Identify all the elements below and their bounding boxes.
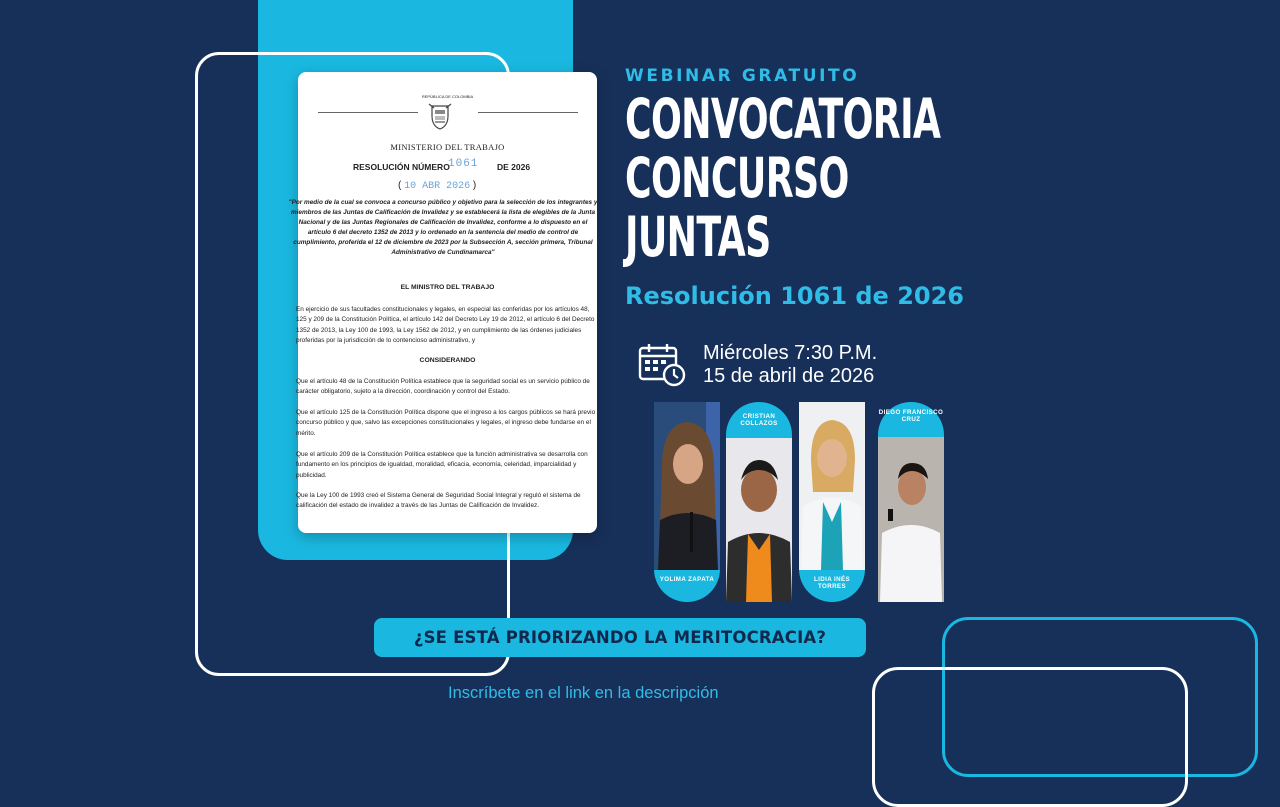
- resolution-subtitle: Resolución 1061 de 2026: [625, 282, 964, 310]
- doc-powers-paragraph: En ejercicio de sus facultades constitucionales y legales, en especial las conferidas por los artículos 48, 125 y 209 de la Constitución Política, el artículo 142 del Decreto Ley 19 de 2012, el artículo 6 del Decreto 1352 de 2013, la Ley 100 de 1993, la Ley 1562 de 2012, y en cumplimiento de las órdenes judiciales proferidas por la jurisdicción de lo contencioso administrativo, y: [296, 306, 595, 345]
- doc-resolution-year: DE 2026: [497, 162, 531, 172]
- speaker-photo: [878, 437, 944, 602]
- speaker-card: [799, 402, 865, 602]
- title-line: CONVOCATORIA: [625, 87, 941, 151]
- signup-cta: Inscríbete en el link en la descripción: [448, 684, 719, 702]
- speaker-card: [878, 402, 944, 602]
- event-date: 15 de abril de 2026: [703, 365, 875, 387]
- doc-paragraph: Que el artículo 125 de la Constitución Política dispone que el ingreso a los cargos públicos se hará previo concurso público y que, salvo las excepciones constitucionales y legales, el ingreso debe fundarse en el mérito.: [296, 409, 596, 437]
- doc-date-stamp: 10 ABR 2026: [404, 181, 471, 192]
- resolution-document: [288, 72, 598, 533]
- doc-intro: "Por medio de la cual se convoca a concurso público y objetivo para la selección de los integrantes y miembros de las Juntas de Calificación de Invalidez y se establecerá la lista de elegibles de la Junta Nacional y de las Juntas Regionales de Calificación de Invalidez, conforme a lo dispuesto en el artículo 6 del decreto 1352 de 2013 y lo ordenado en la sentencia del medio de control de cumplimiento, proferida el 12 de diciembre de 2023 por la Subsección A, sección primera, Tribunal Administrativo de Cundinamarca": [288, 199, 598, 256]
- speaker-name: CRISTIAN COLLAZOS: [740, 413, 778, 428]
- webinar-kicker: WEBINAR GRATUITO: [625, 66, 860, 86]
- speaker-photo: [799, 402, 865, 570]
- doc-paragraph: Que el artículo 48 de la Constitución Política establece que la seguridad social es un servicio público de carácter obligatorio, sujeto a la dirección, coordinación y control del Estado.: [296, 378, 590, 396]
- title-line: JUNTAS: [625, 205, 771, 269]
- speaker-name: LIDIA INÉS TORRES: [813, 576, 851, 591]
- main-title: [625, 87, 941, 269]
- white-outline-frame-bottom: [872, 667, 1188, 807]
- doc-resolution-number-stamp: 1061: [448, 158, 479, 170]
- doc-rule-left: [318, 112, 418, 113]
- question-badge: [374, 618, 866, 657]
- speaker-card: [654, 402, 720, 602]
- question-badge-text: ¿SE ESTÁ PRIORIZANDO LA MERITOCRACIA?: [413, 628, 827, 647]
- speaker-name: DIEGO FRANCISCO CRUZ: [878, 409, 944, 424]
- doc-ministry: MINISTERIO DEL TRABAJO: [390, 142, 505, 152]
- doc-rule-right: [478, 112, 578, 113]
- speaker-photo: [726, 438, 792, 602]
- doc-paragraph: Que el artículo 209 de la Constitución Política establece que la función administrativa se desarrolla con fundamento en los principios de igualdad, moralidad, eficacia, economía, celeridad, imparcialidad y publicidad.: [296, 451, 588, 479]
- calendar-clock-icon: [638, 343, 686, 387]
- doc-resolution-prefix: RESOLUCIÓN NÚMERO: [353, 162, 450, 172]
- event-day-time: Miércoles 7:30 P.M.: [703, 342, 878, 364]
- speaker-photo: [654, 402, 720, 570]
- doc-considering-heading: CONSIDERANDO: [419, 357, 476, 364]
- title-line: CONCURSO: [625, 146, 849, 210]
- doc-minister-heading: EL MINISTRO DEL TRABAJO: [400, 284, 495, 291]
- coat-of-arms-icon: [428, 102, 452, 130]
- doc-date-line: ( 10 ABR 2026 ): [398, 180, 477, 192]
- doc-paragraph: Que la Ley 100 de 1993 creó el Sistema General de Seguridad Social Integral y reguló el sistema de calificación del estado de invalidez a través de las Juntas de Calificación de Invalidez.: [296, 492, 581, 510]
- speaker-card: [726, 402, 792, 602]
- doc-republic-label: REPÚBLICA DE COLOMBIA: [421, 94, 474, 99]
- speaker-name: YOLIMA ZAPATA: [659, 576, 715, 583]
